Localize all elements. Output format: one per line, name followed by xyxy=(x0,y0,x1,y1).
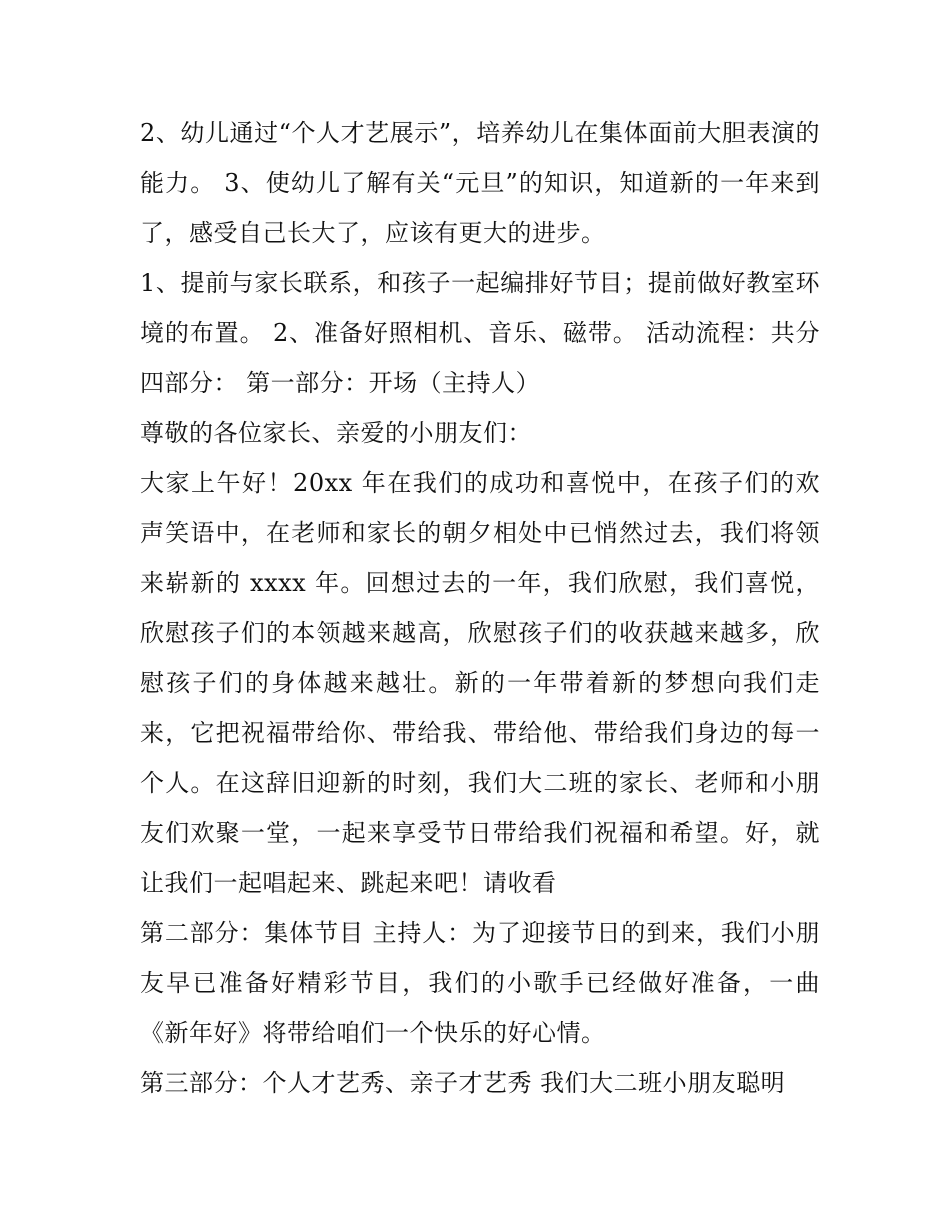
paragraph-preparation: 1、提前与家长联系，和孩子一起编排好节目；提前做好教室环境的布置。 2、准备好照相机、音乐、磁带。 活动流程：共分四部分： 第一部分：开场（主持人） xyxy=(140,269,820,397)
paragraph-goals: 2、幼儿通过“个人才艺展示”，培养幼儿在集体面前大胆表演的能力。 3、使幼儿了解有关“元旦”的知识，知道新的一年来到了，感受自己长大了，应该有更大的进步。 xyxy=(140,119,820,247)
paragraph-part-three: 第三部分：个人才艺秀、亲子才艺秀 我们大二班小朋友聪明 xyxy=(140,1069,786,1097)
paragraph-greeting: 尊敬的各位家长、亲爱的小朋友们： xyxy=(140,419,532,447)
document-body xyxy=(140,108,820,1108)
paragraph-opening-speech: 大家上午好！20xx 年在我们的成功和喜悦中，在孩子们的欢声笑语中，在老师和家长的朝夕相处中已悄然过去，我们将领来崭新的 xxxx 年。回想过去的一年，我们欣慰，我们喜悦，欣慰孩子们的本领越来越高，欣慰孩子们的收获越来越多，欣慰孩子们的身体越来越壮。新的一年带着新的梦想向我们走来，它把祝福带给你、带给我、带给他、带给我们身边的每一个人。在这辞旧迎新的时刻，我们大二班的家长、老师和小朋友们欢聚一堂，一起来享受节日带给我们祝福和希望。好，就让我们一起唱起来、跳起来吧！请收看 xyxy=(140,469,820,897)
paragraph-part-two: 第二部分：集体节目 主持人：为了迎接节日的到来，我们小朋友早已准备好精彩节目，我们的小歌手已经做好准备，一曲《新年好》将带给咱们一个快乐的好心情。 xyxy=(140,919,820,1047)
